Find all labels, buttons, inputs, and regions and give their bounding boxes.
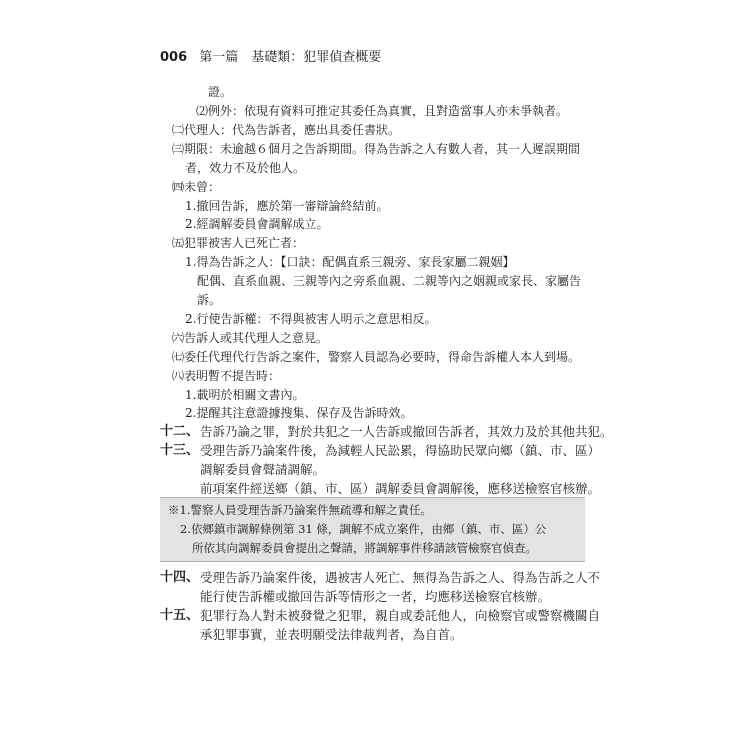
text-line: ㈣未曾：	[172, 180, 221, 194]
text-line: 者，效力不及於他人。	[185, 161, 306, 175]
section-number: 十四、	[160, 570, 200, 585]
section-text: 受理告訴乃論案件後，遇被害人死亡、無得為告訴之人、得為告訴之人不	[200, 570, 601, 585]
section-number: 十五、	[160, 608, 200, 623]
text-line: 2.行使告訴權：不得與被害人明示之意思相反。	[185, 312, 437, 326]
text-line: 訴。	[197, 293, 222, 307]
note-line: 2.依鄉鎮市調解條例第 31 條，調解不成立案件，由鄉（鎮、市、區）公	[180, 522, 547, 536]
text-line: 2.經調解委員會調解成立。	[185, 217, 329, 231]
text-line: ㈡代理人：代為告訴者，應出具委任書狀。	[172, 123, 401, 137]
note-line: ※1.警察人員受理告訴乃論案件無疏導和解之責任。	[168, 503, 432, 517]
page-number: 006	[160, 50, 188, 65]
text-line: 1.撤回告訴，應於第一審辯論終結前。	[185, 199, 389, 213]
running-header	[160, 50, 381, 66]
section-number: 十二、	[160, 424, 200, 439]
note-line: 所依其向調解委員會提出之聲請，將調解事件移請該管檢察官偵查。	[192, 541, 537, 555]
text-line: ㈤犯罪被害人已死亡者：	[172, 236, 305, 250]
note-box	[160, 497, 585, 562]
section-number: 十三、	[160, 443, 200, 458]
section-text: 調解委員會聲請調解。	[200, 462, 326, 477]
section-text: 告訴乃論之罪，對於共犯之一人告訴或撤回告訴者，其效力及於其他共犯。	[200, 424, 613, 439]
text-line: 1.載明於相關文書內。	[185, 388, 305, 402]
chapter-title: 第一篇 基礎類：犯罪偵查概要	[199, 50, 382, 65]
section-text: 能行使告訴權或撤回告訴等情形之一者，均應移送檢察官核辦。	[200, 589, 551, 604]
text-line: ㈢期限：未逾越６個月之告訴期間。得為告訴之人有數人者，其一人遲誤期間	[172, 142, 581, 156]
section-text: 犯罪行為人對未被發覺之犯罪，親自或委託他人，向檢察官或警察機關自	[200, 608, 601, 623]
text-line: 2.提醒其注意證據搜集、保存及告訴時效。	[185, 406, 413, 420]
section-text: 承犯罪事實，並表明願受法律裁判者，為自首。	[200, 627, 463, 642]
text-line: 1.得為告訴之人：【口訣：配偶直系三親旁、家長家屬二親姻】	[185, 255, 515, 269]
section-text: 受理告訴乃論案件後，為減輕人民訟累，得協助民眾向鄉（鎮、市、區）	[200, 443, 601, 458]
text-line: ㈦委任代理代行告訴之案件，警察人員認為必要時，得命告訴權人本人到場。	[172, 350, 581, 364]
section-text: 前項案件經送鄉（鎮、市、區）調解委員會調解後，應移送檢察官核辦。	[200, 481, 601, 496]
text-line: 證。	[208, 85, 233, 99]
text-line: ⑵例外：依現有資料可推定其委任為真實，且對造當事人亦未爭執者。	[196, 104, 569, 118]
text-line: 配偶、直系血親、三親等內之旁系血親、二親等內之姻親或家長、家屬告	[197, 274, 582, 288]
text-line: ㈥告訴人或其代理人之意見。	[172, 331, 329, 345]
text-line: ㈧表明暫不提告時：	[172, 369, 281, 383]
